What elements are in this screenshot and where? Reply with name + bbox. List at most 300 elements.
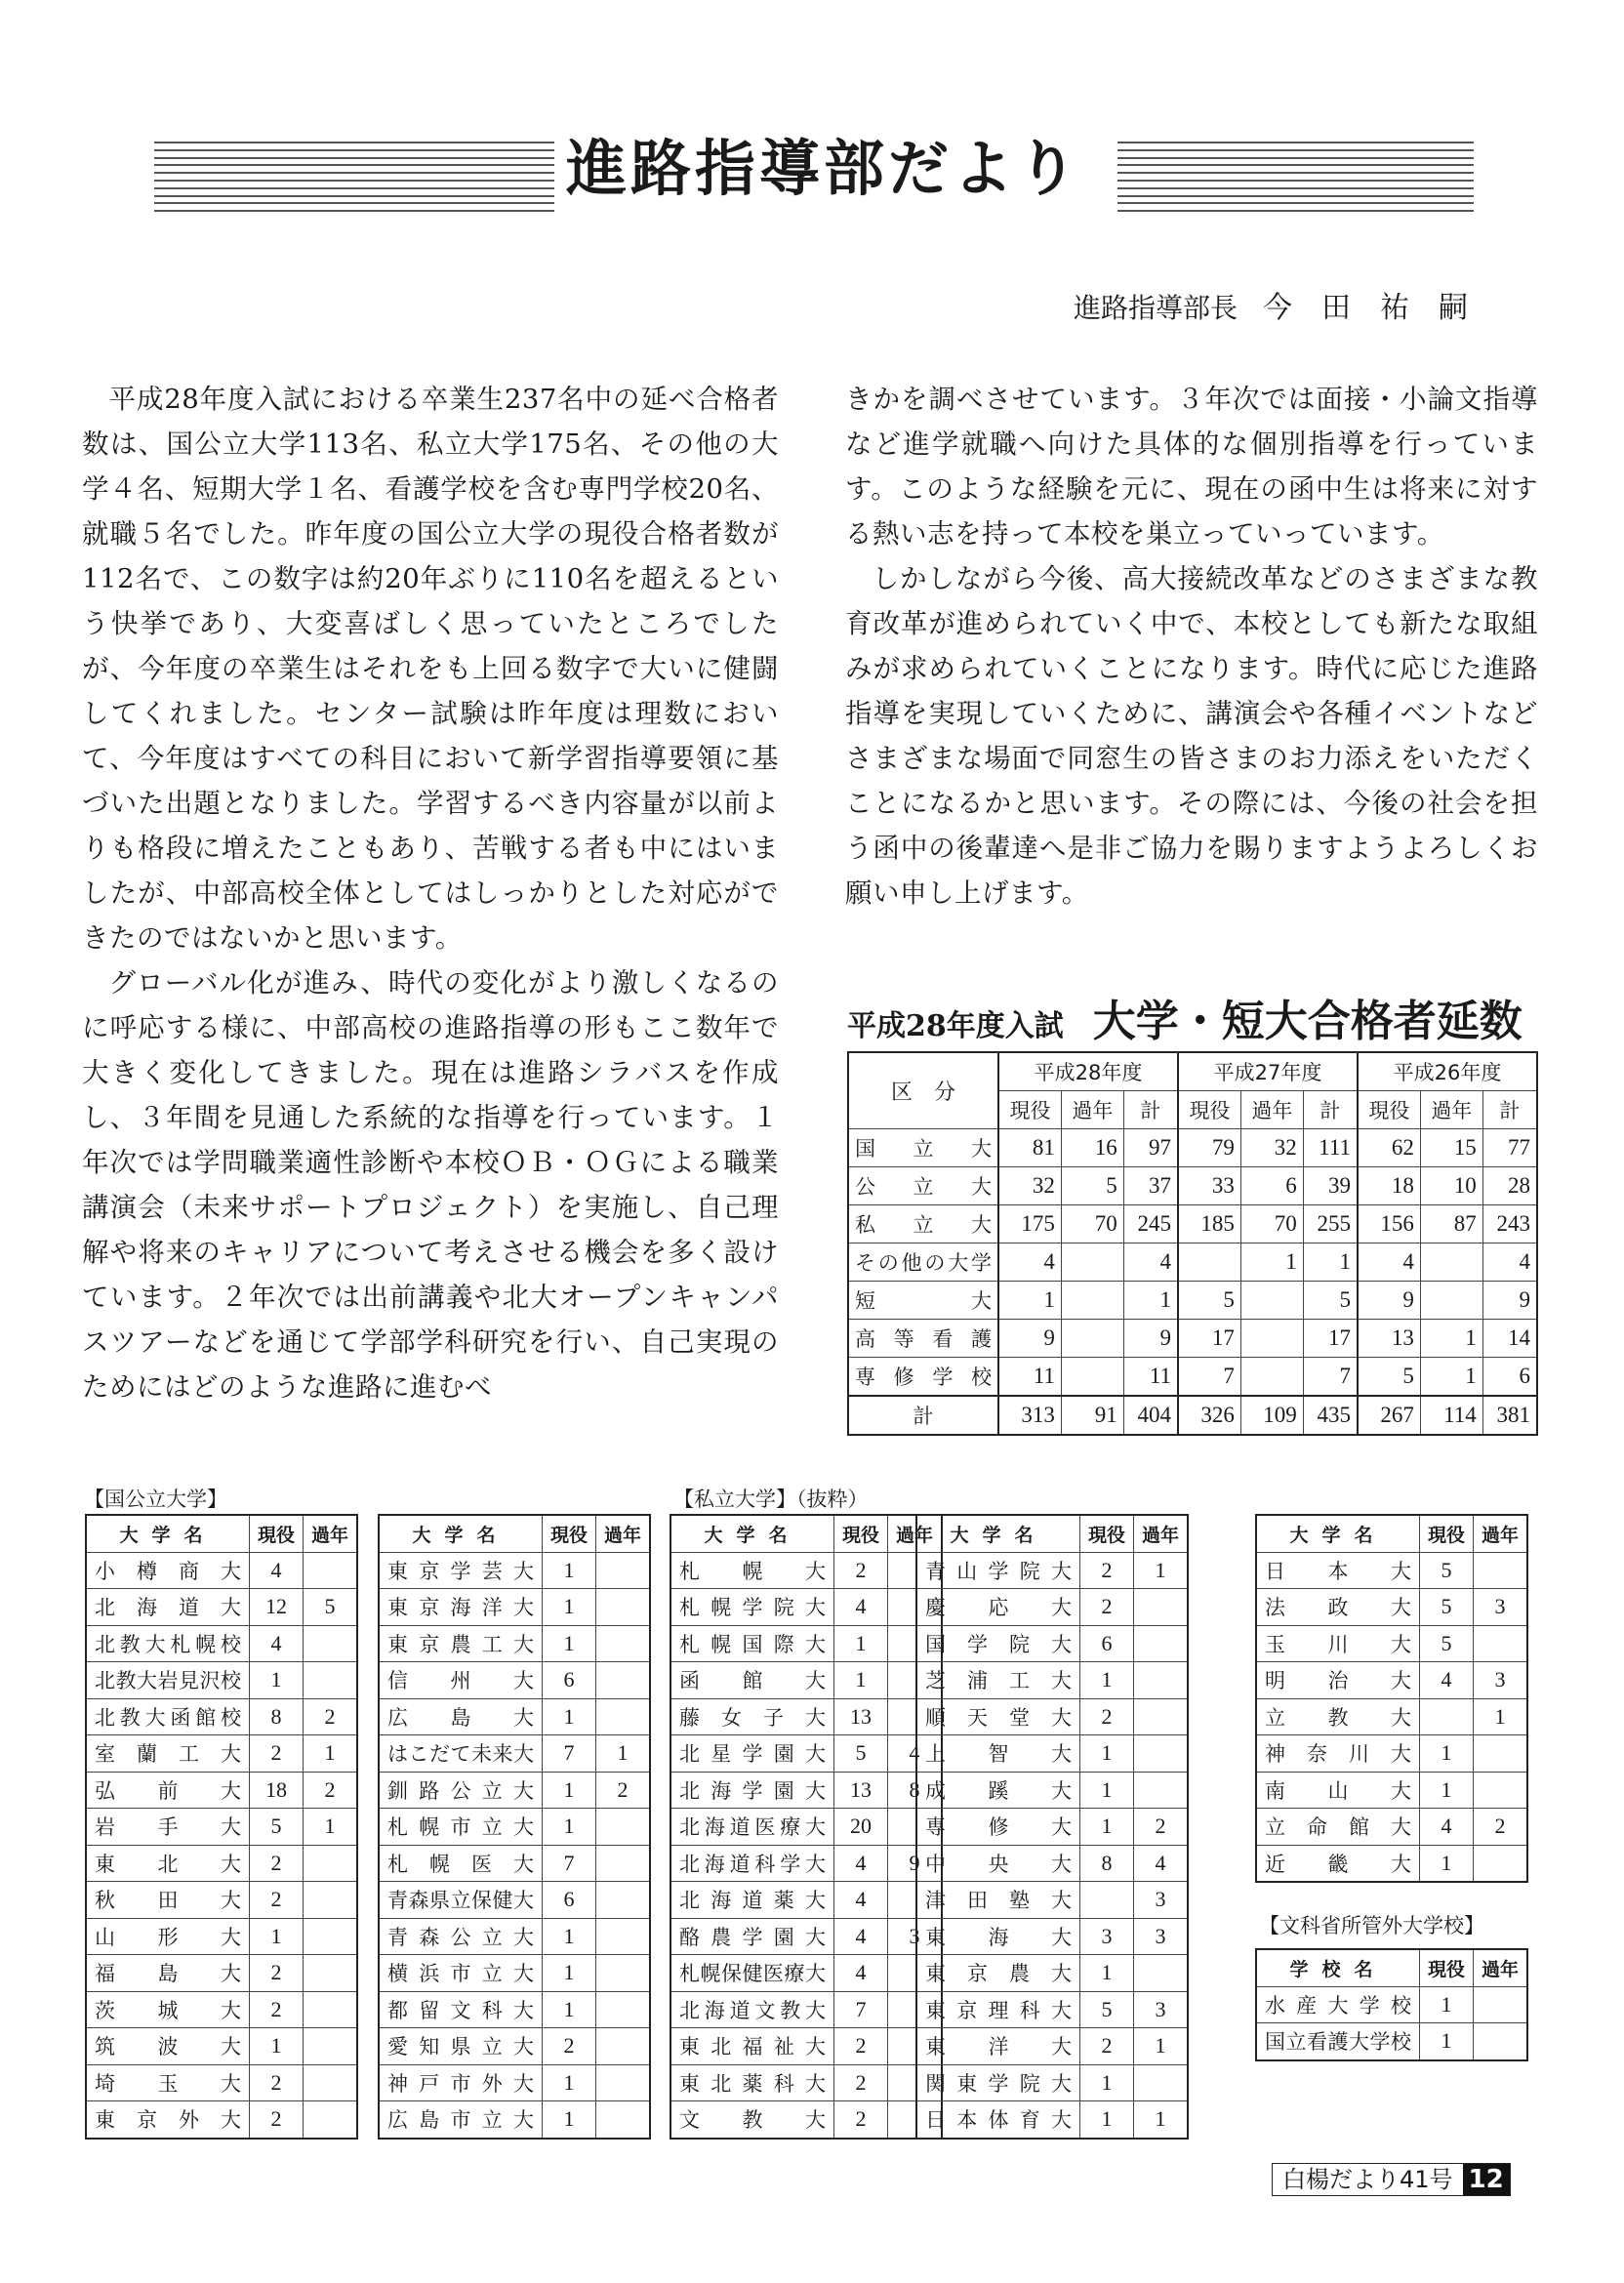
private-section-label: 【私立大学】（抜粋） xyxy=(673,1488,869,1511)
current-count: 5 xyxy=(1420,1625,1474,1662)
page-title: 進路指導部だより xyxy=(566,133,1082,204)
past-count: 1 xyxy=(1474,1698,1528,1735)
current-count: 1 xyxy=(543,1991,596,2028)
university-name: 東京海洋大 xyxy=(379,1589,543,1626)
table-row xyxy=(1256,1845,1527,1882)
table-row xyxy=(1256,1986,1527,2023)
table-row xyxy=(1256,1698,1527,1735)
past-count xyxy=(596,1589,651,1626)
university-name: 法政大 xyxy=(1256,1589,1420,1626)
article-paragraph: しかしながら今後、高大接続改革などのさまざまな教育改革が進められていく中で、本校としても新たな取組みが求められていくことになります。時代に応じた進路指導を実現していくために、講演会や各種イベントなどさまざまな場面で同窓生の皆さまのお力添えをいただくことになるかと思います。その際には、今後の社会を担う函中の後輩達へ是非ご協力を賜りますようよろしくお願い申し上げます。 xyxy=(845,563,1538,909)
past-count xyxy=(1134,1955,1189,1992)
value-cell xyxy=(1240,1358,1303,1397)
current-count: 1 xyxy=(543,1589,596,1626)
past-count xyxy=(596,1845,651,1882)
current-count: 2 xyxy=(1080,1589,1134,1626)
value-cell xyxy=(1061,1320,1123,1358)
university-name: 中央大 xyxy=(916,1845,1080,1882)
university-name: 福島大 xyxy=(86,1955,250,1992)
university-name: 水産大学校 xyxy=(1256,1986,1420,2023)
year-header: 平成27年度 xyxy=(1178,1052,1358,1091)
value-cell: 1 xyxy=(1123,1282,1178,1320)
current-count: 2 xyxy=(1080,2028,1134,2065)
current-count: 1 xyxy=(543,1955,596,1992)
current-count: 1 xyxy=(1080,1809,1134,1846)
current-count: 1 xyxy=(543,1809,596,1846)
table-row xyxy=(379,1662,650,1699)
value-cell: 70 xyxy=(1240,1205,1303,1243)
university-name: 北海学園大 xyxy=(670,1772,834,1809)
current-count: 5 xyxy=(1420,1589,1474,1626)
table-row xyxy=(1256,1662,1527,1699)
current-count: 7 xyxy=(543,1735,596,1773)
value-cell: 17 xyxy=(1178,1320,1240,1358)
past-count xyxy=(1134,1625,1189,1662)
past-count xyxy=(1474,1552,1528,1589)
current-header: 現役 xyxy=(834,1515,888,1552)
past-count: 3 xyxy=(1134,1882,1189,1919)
university-name: 近畿大 xyxy=(1256,1845,1420,1882)
summary-row xyxy=(848,1282,1537,1320)
table-row xyxy=(86,1918,357,1955)
university-name: 日本体育大 xyxy=(916,2101,1080,2139)
value-cell: 185 xyxy=(1178,1205,1240,1243)
table-row xyxy=(670,1772,942,1809)
current-count: 1 xyxy=(1080,1662,1134,1699)
value-cell xyxy=(1240,1282,1303,1320)
university-name: 北星学園大 xyxy=(670,1735,834,1773)
current-count: 1 xyxy=(543,1918,596,1955)
current-count: 2 xyxy=(834,1552,888,1589)
current-count: 4 xyxy=(250,1625,304,1662)
past-count: 2 xyxy=(596,1772,651,1809)
university-name: 広島大 xyxy=(379,1698,543,1735)
value-cell: 114 xyxy=(1420,1396,1482,1435)
past-header: 過年 xyxy=(888,1515,943,1552)
table-row xyxy=(86,1991,357,2028)
current-count xyxy=(1420,1698,1474,1735)
national-section-label: 【国公立大学】 xyxy=(84,1488,227,1511)
value-cell: 109 xyxy=(1240,1396,1303,1435)
table-row xyxy=(86,1552,357,1589)
current-count: 2 xyxy=(834,2064,888,2101)
past-count xyxy=(304,1625,358,1662)
university-name: 玉川大 xyxy=(1256,1625,1420,1662)
university-name: 専修大 xyxy=(916,1809,1080,1846)
past-count xyxy=(596,1991,651,2028)
value-cell: 7 xyxy=(1303,1358,1358,1397)
current-count: 1 xyxy=(1080,1772,1134,1809)
table-row xyxy=(1256,1589,1527,1626)
summary-row xyxy=(848,1358,1537,1397)
past-count: 3 xyxy=(888,1918,943,1955)
title-stripes-right xyxy=(1117,142,1474,220)
value-cell xyxy=(1420,1282,1482,1320)
past-count xyxy=(1134,1772,1189,1809)
value-cell: 28 xyxy=(1482,1167,1537,1205)
value-cell: 10 xyxy=(1420,1167,1482,1205)
private-universities-table-3 xyxy=(1255,1514,1528,1883)
table-row xyxy=(916,2101,1188,2139)
current-count: 1 xyxy=(543,1772,596,1809)
table-row xyxy=(379,1698,650,1735)
past-count xyxy=(596,1882,651,1919)
table-row xyxy=(86,1882,357,1919)
past-count: 1 xyxy=(1134,2101,1189,2139)
current-count: 2 xyxy=(250,1845,304,1882)
table-row xyxy=(379,1589,650,1626)
current-count: 2 xyxy=(834,2028,888,2065)
table-row xyxy=(670,1809,942,1846)
table-header-row xyxy=(1256,1949,1527,1986)
university-name: 成蹊大 xyxy=(916,1772,1080,1809)
past-count: 3 xyxy=(1134,1991,1189,2028)
past-count: 3 xyxy=(1474,1589,1528,1626)
university-name: 釧路公立大 xyxy=(379,1772,543,1809)
university-name: 神戸市外大 xyxy=(379,2064,543,2101)
current-count: 8 xyxy=(250,1698,304,1735)
university-name: はこだて未来大 xyxy=(379,1735,543,1773)
current-count: 6 xyxy=(543,1882,596,1919)
table-row xyxy=(86,1845,357,1882)
current-count: 4 xyxy=(834,1955,888,1992)
current-count: 4 xyxy=(834,1589,888,1626)
current-count: 13 xyxy=(834,1698,888,1735)
table-row xyxy=(916,2028,1188,2065)
past-count xyxy=(596,1918,651,1955)
article-column-left xyxy=(82,377,779,1409)
university-name: 東京外大 xyxy=(86,2101,250,2139)
current-count: 1 xyxy=(834,1662,888,1699)
past-count xyxy=(304,1845,358,1882)
value-cell: 4 xyxy=(1123,1243,1178,1282)
university-name: 北海道医療大 xyxy=(670,1809,834,1846)
university-name: 明治大 xyxy=(1256,1662,1420,1699)
current-count: 2 xyxy=(1080,1698,1134,1735)
university-name: 慶応大 xyxy=(916,1589,1080,1626)
university-name: 東北薬科大 xyxy=(670,2064,834,2101)
university-name: 筑波大 xyxy=(86,2028,250,2065)
past-count xyxy=(596,1698,651,1735)
past-count xyxy=(1474,1735,1528,1773)
value-cell: 13 xyxy=(1358,1320,1420,1358)
table-row xyxy=(379,1772,650,1809)
university-name: 札幌保健医療大 xyxy=(670,1955,834,1992)
column-subheader: 過年 xyxy=(1420,1091,1482,1129)
current-count: 1 xyxy=(1080,2101,1134,2139)
current-count: 4 xyxy=(834,1882,888,1919)
past-count xyxy=(596,1662,651,1699)
university-name: 信州大 xyxy=(379,1662,543,1699)
current-count: 4 xyxy=(834,1845,888,1882)
value-cell: 39 xyxy=(1303,1167,1358,1205)
table-header-row xyxy=(670,1515,942,1552)
past-count xyxy=(1474,1845,1528,1882)
summary-row xyxy=(848,1205,1537,1243)
summary-row xyxy=(848,1167,1537,1205)
year-header: 平成26年度 xyxy=(1358,1052,1537,1091)
current-count: 2 xyxy=(250,1882,304,1919)
current-count: 1 xyxy=(543,1698,596,1735)
table-row xyxy=(1256,1809,1527,1846)
value-cell: 18 xyxy=(1358,1167,1420,1205)
table-row xyxy=(670,2101,942,2139)
current-count: 1 xyxy=(1420,1735,1474,1773)
article-paragraph: グローバル化が進み、時代の変化がより激しくなるのに呼応する様に、中部高校の進路指導の形もここ数年で大きく変化してきました。現在は進路シラバスを作成し、３年間を見通した系統的な指導を行っています。１年次では学問職業適性診断や本校ＯＢ・ＯＧによる職業講演会（未来サポートプロジェクト）を実施し、自己理解や将来のキャリアについて考えさせる機会を多く設けています。２年次では出前講義や北大オープンキャンパスツアーなどを通じて学部学科研究を行い、自己実現のためにはどのような進路に進むべ xyxy=(82,967,779,1403)
table-row xyxy=(379,1809,650,1846)
current-count: 1 xyxy=(1420,2023,1474,2060)
past-count: 2 xyxy=(1134,1809,1189,1846)
table-row xyxy=(86,2101,357,2139)
current-count: 7 xyxy=(543,1845,596,1882)
university-name: 東京農工大 xyxy=(379,1625,543,1662)
current-count: 5 xyxy=(250,1809,304,1846)
past-count xyxy=(1134,1662,1189,1699)
table-header-row xyxy=(86,1515,357,1552)
past-count xyxy=(596,1955,651,1992)
current-count: 2 xyxy=(250,1735,304,1773)
page-number: 12 xyxy=(1463,2164,1510,2195)
summary-heading-main: 大学・短大合格者延数 xyxy=(1092,997,1522,1046)
past-count xyxy=(1134,1735,1189,1773)
past-count xyxy=(596,1625,651,1662)
value-cell: 5 xyxy=(1303,1282,1358,1320)
table-row xyxy=(670,1882,942,1919)
category-cell: 高等看護 xyxy=(848,1320,998,1358)
past-count: 1 xyxy=(1134,2028,1189,2065)
table-row xyxy=(1256,1735,1527,1773)
table-row xyxy=(86,1772,357,1809)
current-count: 2 xyxy=(1080,1552,1134,1589)
author-name: 今田祐嗣 xyxy=(1263,291,1497,325)
name-header: 学校名 xyxy=(1256,1949,1420,1986)
past-count xyxy=(1474,1772,1528,1809)
category-cell: 私立大 xyxy=(848,1205,998,1243)
table-row xyxy=(379,2064,650,2101)
table-row xyxy=(86,1589,357,1626)
university-name: 東京理科大 xyxy=(916,1991,1080,2028)
university-name: 国学院大 xyxy=(916,1625,1080,1662)
university-name: 順天堂大 xyxy=(916,1698,1080,1735)
value-cell: 77 xyxy=(1482,1129,1537,1167)
table-row xyxy=(86,1625,357,1662)
current-count: 2 xyxy=(250,2064,304,2101)
table-header-row xyxy=(1256,1515,1527,1552)
table-row xyxy=(916,1735,1188,1773)
national-universities-table-1 xyxy=(85,1514,358,2140)
value-cell: 14 xyxy=(1482,1320,1537,1358)
name-header: 大学名 xyxy=(1256,1515,1420,1552)
past-count: 2 xyxy=(1474,1809,1528,1846)
title-stripes-left xyxy=(154,142,554,220)
author-role: 進路指導部長 xyxy=(1073,292,1238,324)
university-name: 札幌大 xyxy=(670,1552,834,1589)
summary-row xyxy=(848,1129,1537,1167)
current-count: 6 xyxy=(1080,1625,1134,1662)
current-header: 現役 xyxy=(1420,1515,1474,1552)
value-cell: 79 xyxy=(1178,1129,1240,1167)
table-row xyxy=(86,1735,357,1773)
value-cell: 255 xyxy=(1303,1205,1358,1243)
past-count: 1 xyxy=(304,1809,358,1846)
table-row xyxy=(1256,1625,1527,1662)
current-count: 1 xyxy=(1080,2064,1134,2101)
table-row xyxy=(86,2064,357,2101)
value-cell: 9 xyxy=(998,1320,1061,1358)
table-row xyxy=(379,1918,650,1955)
value-cell: 1 xyxy=(1303,1243,1358,1282)
current-count xyxy=(1080,1882,1134,1919)
university-name: 東海大 xyxy=(916,1918,1080,1955)
value-cell: 5 xyxy=(1178,1282,1240,1320)
table-row xyxy=(670,2028,942,2065)
table-row xyxy=(670,2064,942,2101)
category-cell: 公立大 xyxy=(848,1167,998,1205)
summary-heading xyxy=(847,986,1550,1048)
university-name: 東京農大 xyxy=(916,1955,1080,1992)
past-header: 過年 xyxy=(1474,1949,1528,1986)
past-count xyxy=(304,1882,358,1919)
past-count xyxy=(304,1552,358,1589)
current-count: 1 xyxy=(543,2064,596,2101)
category-cell: 短大 xyxy=(848,1282,998,1320)
table-row xyxy=(1256,2023,1527,2060)
column-subheader: 過年 xyxy=(1061,1091,1123,1129)
university-name: 愛知県立大 xyxy=(379,2028,543,2065)
name-header: 大学名 xyxy=(670,1515,834,1552)
current-count: 1 xyxy=(250,2028,304,2065)
university-name: 広島市立大 xyxy=(379,2101,543,2139)
current-count: 1 xyxy=(1420,1772,1474,1809)
value-cell: 1 xyxy=(1420,1358,1482,1397)
table-row xyxy=(916,1882,1188,1919)
current-count: 1 xyxy=(543,2101,596,2139)
table-row xyxy=(916,1918,1188,1955)
value-cell xyxy=(1420,1243,1482,1282)
past-count: 1 xyxy=(1134,1552,1189,1589)
current-count: 12 xyxy=(250,1589,304,1626)
value-cell: 17 xyxy=(1303,1320,1358,1358)
value-cell xyxy=(1061,1243,1123,1282)
column-subheader: 計 xyxy=(1482,1091,1537,1129)
university-name: 立命館大 xyxy=(1256,1809,1420,1846)
current-count: 1 xyxy=(250,1918,304,1955)
past-header: 過年 xyxy=(1134,1515,1189,1552)
university-name: 立教大 xyxy=(1256,1698,1420,1735)
university-name: 函館大 xyxy=(670,1662,834,1699)
past-count xyxy=(1134,1589,1189,1626)
current-header: 現役 xyxy=(1420,1949,1474,1986)
name-header: 大学名 xyxy=(86,1515,250,1552)
table-row xyxy=(379,1845,650,1882)
value-cell: 6 xyxy=(1240,1167,1303,1205)
other-schools-table xyxy=(1255,1948,1528,2061)
university-name: 岩手大 xyxy=(86,1809,250,1846)
current-count: 1 xyxy=(1080,1955,1134,1992)
summary-row xyxy=(848,1396,1537,1435)
past-count xyxy=(1474,1625,1528,1662)
university-name: 茨城大 xyxy=(86,1991,250,2028)
category-cell: その他の大学 xyxy=(848,1243,998,1282)
table-header-row xyxy=(916,1515,1188,1552)
value-cell: 313 xyxy=(998,1396,1061,1435)
university-name: 北教大函館校 xyxy=(86,1698,250,1735)
page-footer xyxy=(1272,2163,1511,2196)
university-name: 北教大岩見沢校 xyxy=(86,1662,250,1699)
university-name: 東京学芸大 xyxy=(379,1552,543,1589)
value-cell: 4 xyxy=(1482,1243,1537,1282)
university-name: 青森公立大 xyxy=(379,1918,543,1955)
table-row xyxy=(916,1552,1188,1589)
past-count: 1 xyxy=(304,1735,358,1773)
value-cell: 11 xyxy=(1123,1358,1178,1397)
university-name: 小樽商大 xyxy=(86,1552,250,1589)
past-count: 2 xyxy=(304,1698,358,1735)
university-name: 都留文科大 xyxy=(379,1991,543,2028)
article-column-right xyxy=(845,377,1538,916)
university-name: 酪農学園大 xyxy=(670,1918,834,1955)
table-row xyxy=(670,1625,942,1662)
summary-row xyxy=(848,1320,1537,1358)
table-row xyxy=(670,1955,942,1992)
university-name: 上智大 xyxy=(916,1735,1080,1773)
value-cell: 435 xyxy=(1303,1396,1358,1435)
current-count: 3 xyxy=(1080,1918,1134,1955)
past-count: 9 xyxy=(888,1845,943,1882)
value-cell: 245 xyxy=(1123,1205,1178,1243)
table-row xyxy=(86,2028,357,2065)
past-header: 過年 xyxy=(304,1515,358,1552)
value-cell: 1 xyxy=(998,1282,1061,1320)
table-row xyxy=(379,2101,650,2139)
value-cell: 33 xyxy=(1178,1167,1240,1205)
past-count xyxy=(304,2101,358,2139)
name-header: 大学名 xyxy=(916,1515,1080,1552)
value-cell: 9 xyxy=(1358,1282,1420,1320)
current-count: 4 xyxy=(250,1552,304,1589)
university-name: 横浜市立大 xyxy=(379,1955,543,1992)
current-count: 13 xyxy=(834,1772,888,1809)
current-header: 現役 xyxy=(250,1515,304,1552)
value-cell xyxy=(1061,1282,1123,1320)
past-count: 3 xyxy=(1134,1918,1189,1955)
value-cell: 9 xyxy=(1482,1282,1537,1320)
table-row xyxy=(670,1552,942,1589)
university-name: 北海道文教大 xyxy=(670,1991,834,2028)
value-cell: 97 xyxy=(1123,1129,1178,1167)
summary-table xyxy=(847,1051,1538,1436)
university-name: 札幌学院大 xyxy=(670,1589,834,1626)
university-name: 国立看護大学校 xyxy=(1256,2023,1420,2060)
value-cell: 111 xyxy=(1303,1129,1358,1167)
university-name: 津田塾大 xyxy=(916,1882,1080,1919)
value-cell xyxy=(1178,1243,1240,1282)
current-count: 4 xyxy=(1420,1809,1474,1846)
value-cell: 1 xyxy=(1420,1320,1482,1358)
past-count xyxy=(304,1955,358,1992)
table-row xyxy=(86,1955,357,1992)
value-cell: 70 xyxy=(1061,1205,1123,1243)
value-cell: 267 xyxy=(1358,1396,1420,1435)
past-count: 4 xyxy=(1134,1845,1189,1882)
university-name: 東洋大 xyxy=(916,2028,1080,2065)
table-header-row xyxy=(379,1515,650,1552)
value-cell: 15 xyxy=(1420,1129,1482,1167)
category-cell: 専修学校 xyxy=(848,1358,998,1397)
name-header: 大学名 xyxy=(379,1515,543,1552)
university-name: 青森県立保健大 xyxy=(379,1882,543,1919)
column-subheader: 過年 xyxy=(1240,1091,1303,1129)
